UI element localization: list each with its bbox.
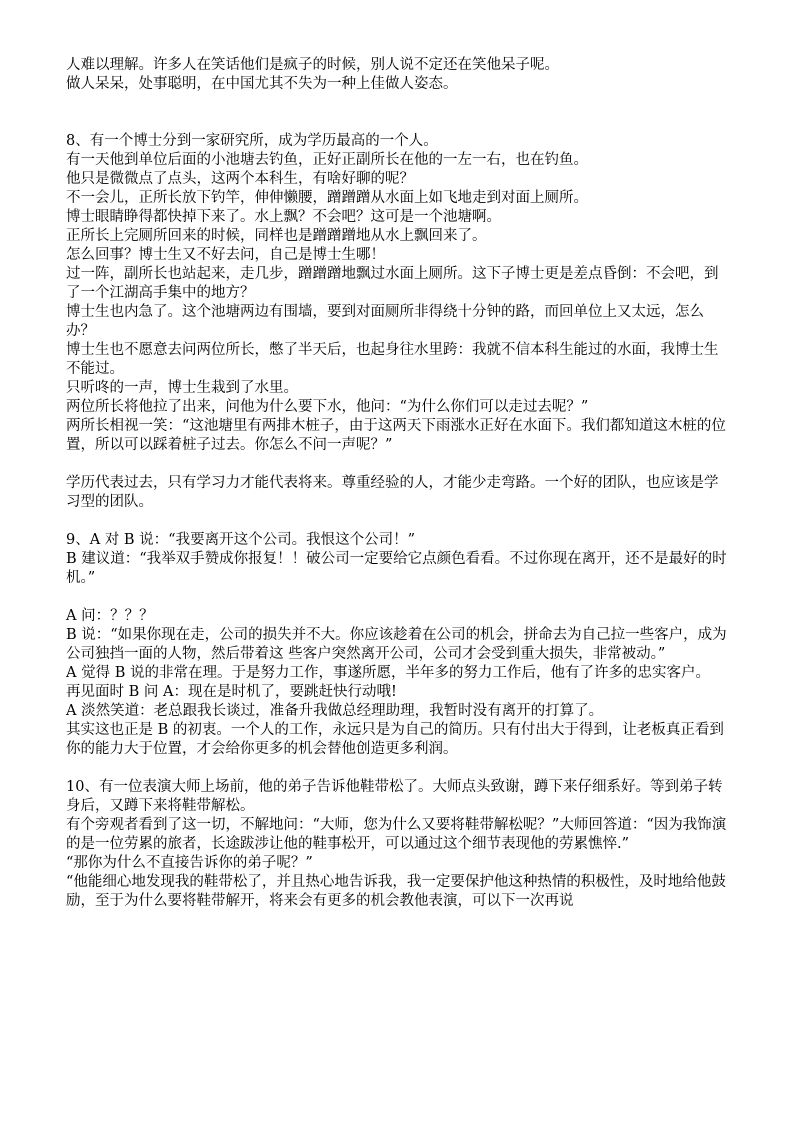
document-page bbox=[66, 56, 730, 911]
story9-line: 再见面时 B 问 A：现在是时机了，要跳赶快行动哦! bbox=[66, 684, 397, 700]
story8-line: 两位所长将他拉了出来，问他为什么要下水，他问：“为什么你们可以走过去呢？” bbox=[66, 399, 589, 415]
story9-line: B 建议道：“我举双手赞成你报复！！破公司一定要给它点颜色看看。不过你现在离开，还不是最好的时机。” bbox=[66, 551, 727, 586]
story9-line: B 说：“如果你现在走，公司的损失并不大。你应该趁着在公司的机会，拼命去为自己拉一些客户，成为公司独挡一面的人物，然后带着这 些客户突然离开公司，公司才会受到重大损失，非常被动。” bbox=[66, 627, 727, 662]
story10-line: 有个旁观者看到了这一切，不解地问：“大师，您为什么又要将鞋带解松呢？”大师回答道：“因为我饰演的是一位劳累的旅者，长途跋涉让他的鞋事松开，可以通过这个细节表现他的劳累憔悴.” bbox=[66, 817, 727, 852]
intro-line: 人难以理解。许多人在笑话他们是疯子的时候，别人说不定还在笑他呆子呢。 bbox=[66, 57, 559, 73]
story8-line: 过一阵，副所长也站起来，走几步，蹭蹭蹭地飘过水面上厕所。这下子博士更是差点昏倒：不会吧，到了一个江湖高手集中的地方？ bbox=[66, 266, 719, 301]
section-spacer bbox=[66, 94, 730, 132]
story9-line: A 问：？？？ bbox=[66, 608, 154, 624]
story8-line: 博士生也不愿意去问两位所长，憋了半天后，也起身往水里跨：我就不信本科生能过的水面，我博士生不能过。 bbox=[66, 342, 719, 377]
story9-line: A 淡然笑道：老总跟我长谈过，准备升我做总经理助理，我暂时没有离开的打算了。 bbox=[66, 703, 604, 719]
story8-line: 只听咚的一声，博士生栽到了水里。 bbox=[66, 380, 298, 396]
story9-heading: 9、A 对 B 说：“我要离开这个公司。我恨这个公司！” bbox=[66, 532, 416, 548]
story8-heading: 8、有一个博士分到一家研究所，成为学历最高的一个人。 bbox=[66, 133, 438, 149]
story8-line: 他只是微微点了点头，这两个本科生，有啥好聊的呢？ bbox=[66, 171, 414, 187]
story8-line: 怎么回事？博士生又不好去问，自己是博士生哪！ bbox=[66, 247, 385, 263]
story9-line: A 觉得 B 说的非常在理。于是努力工作，事遂所愿，半年多的努力工作后，他有了许多的忠实客户。 bbox=[66, 665, 710, 681]
story8-line: 两所长相视一笑：“这池塘里有两排木桩子，由于这两天下雨涨水正好在水面下。我们都知道这木桩的位置，所以可以踩着桩子过去。你怎么不问一声呢？” bbox=[66, 418, 726, 453]
story8-line: 正所长上完厕所回来的时候，同样也是蹭蹭蹭地从水上飘回来了。 bbox=[66, 228, 487, 244]
story8-moral: 学历代表过去，只有学习力才能代表将来。尊重经验的人，才能少走弯路。一个好的团队，也应该是学习型的团队。 bbox=[66, 475, 719, 510]
story9-line: 其实这也正是 B 的初衷。一个人的工作，永远只是为自己的简历。只有付出大于得到，让老板真正看到你的能力大于位置，才会给你更多的机会替他创造更多利润。 bbox=[66, 722, 724, 757]
story10-line: “他能细心地发现我的鞋带松了，并且热心地告诉我，我一定要保护他这种热情的积极性，及时地给他鼓励，至于为什么要将鞋带解开，将来会有更多的机会教他表演，可以下一次再说 bbox=[66, 874, 726, 909]
story8-line: 博士眼睛睁得都快掉下来了。水上飘？不会吧？这可是一个池塘啊。 bbox=[66, 209, 501, 225]
story10-heading: 10、有一位表演大师上场前，他的弟子告诉他鞋带松了。大师点头致谢，蹲下来仔细系好。等到弟子转身后，又蹲下来将鞋带解松。 bbox=[66, 779, 723, 814]
section-spacer bbox=[66, 759, 730, 778]
story8-line: 不一会儿，正所长放下钓竿，伸伸懒腰，蹭蹭蹭从水面上如飞地走到对面上厕所。 bbox=[66, 190, 588, 206]
story8-line: 博士生也内急了。这个池塘两边有围墙，要到对面厕所非得绕十分钟的路，而回单位上又太远，怎么办？ bbox=[66, 304, 704, 339]
story8-line: 有一天他到单位后面的小池塘去钓鱼，正好正副所长在他的一左一右，也在钓鱼。 bbox=[66, 152, 588, 168]
section-spacer bbox=[66, 512, 730, 531]
story10-line: “那你为什么不直接告诉你的弟子呢？” bbox=[66, 855, 313, 871]
section-spacer bbox=[66, 455, 730, 474]
intro-line: 做人呆呆，处事聪明，在中国尤其不失为一种上佳做人姿态。 bbox=[66, 76, 458, 92]
section-spacer bbox=[66, 588, 730, 607]
